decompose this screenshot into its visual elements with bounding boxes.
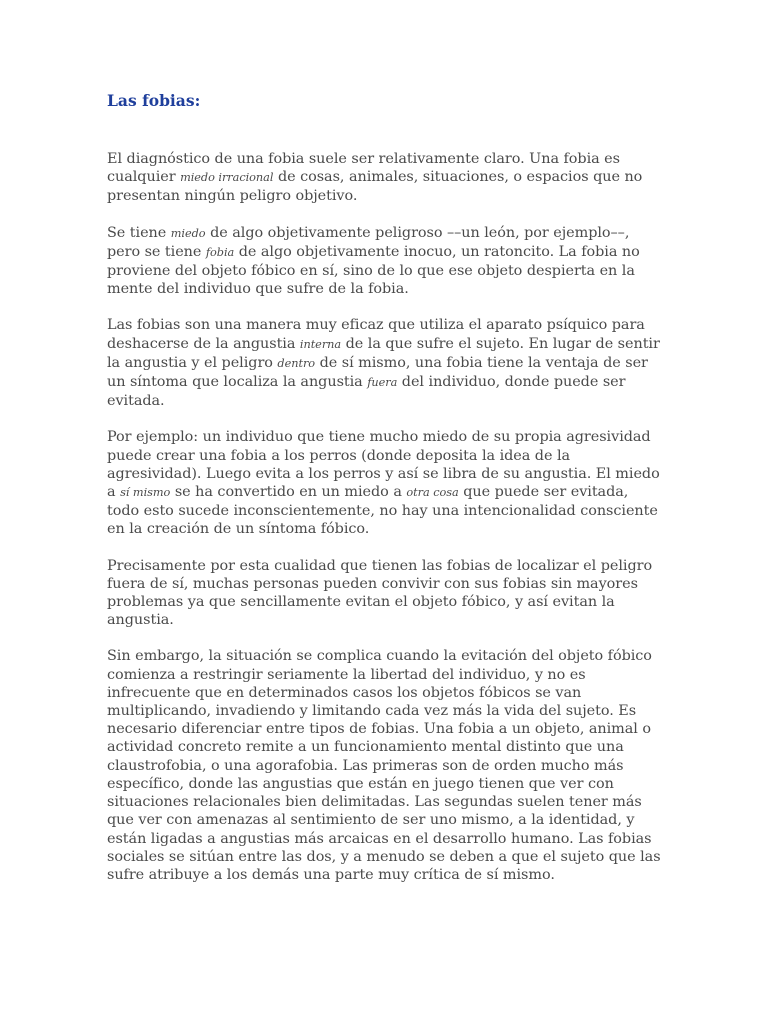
paragraph <box>107 557 663 630</box>
paragraph-text: de algo objetivamente inocuo, un ratoncito. La fobia no proviene del objeto fóbico en sí, sino de lo que ese objeto despierta en la mente del individuo que sufre de la fobia. <box>107 243 640 298</box>
paragraph-text: Sin embargo, la situación se complica cuando la evitación del objeto fóbico comienza a restringir seriamente la libertad del individuo, y no es infrecuente que en determinados casos los objetos fóbicos se van multiplicando, invadiendo y limitando cada vez más la vida del sujeto. Es necesario diferenciar entre tipos de fobias. Una fobia a un objeto, animal o actividad concreto remite a un funcionamiento mental distinto que una claustrofobia, o una agorafobia. Las primeras son de orden mucho más específico, donde las angustias que están en juego tienen que ver con situaciones relacionales bien delimitadas. Las segundas suelen tener más que ver con amenazas al sentimiento de ser uno mismo, a la identidad, y están ligadas a angustias más arcaicas en el desarrollo humano. Las fobias sociales se sitúan entre las dos, y a menudo se deben a que el sujeto que las sufre atribuye a los demás una parte muy crítica de sí mismo. <box>107 648 661 883</box>
paragraph-text: de sí mismo, una fobia tiene la ventaja de ser un síntoma que localiza la angustia <box>107 354 648 391</box>
document-title: Las fobias: <box>107 91 201 110</box>
paragraph-text: que puede ser evitada, todo esto sucede inconscientemente, no hay una intencionalidad consciente en la creación de un síntoma fóbico. <box>107 484 658 538</box>
paragraph-text: El diagnóstico de una fobia suele ser relativamente claro. Una fobia es cualquier <box>107 151 620 186</box>
paragraph <box>107 647 663 884</box>
paragraph <box>107 428 663 538</box>
emphasized-term: fuera <box>367 376 398 390</box>
paragraph-text: de cosas, animales, situaciones, o espacios que no presentan ningún peligro objetivo. <box>107 169 643 205</box>
document-page <box>107 88 663 902</box>
emphasized-term: fobia <box>205 245 235 259</box>
paragraph-text: Se tiene <box>107 224 171 241</box>
paragraph-text: Por ejemplo: un individuo que tiene mucho miedo de su propia agresividad puede crear una fobia a los perros (donde deposita la idea de la agresividad). Luego evita a los perros y así se libra de su angustia. El miedo a <box>107 429 660 501</box>
emphasized-term: miedo <box>170 226 206 240</box>
emphasized-term: sí mismo <box>120 486 171 500</box>
paragraph-text: del individuo, donde puede ser evitada. <box>107 374 626 410</box>
emphasized-term: interna <box>299 337 342 351</box>
paragraph-text: se ha convertido en un miedo a <box>170 484 407 501</box>
paragraph <box>107 150 663 206</box>
paragraph <box>107 224 663 299</box>
emphasized-term: dentro <box>277 356 316 370</box>
paragraph-text: de algo objetivamente peligroso ––un león, por ejemplo––, pero se tiene <box>107 224 630 260</box>
paragraph <box>107 316 663 410</box>
document-body <box>107 150 663 884</box>
paragraph-text: Precisamente por esta cualidad que tienen las fobias de localizar el peligro fuera de sí, muchas personas pueden convivir con sus fobias sin mayores problemas ya que sencillamente evitan el objeto fóbico, y así evitan la angustia. <box>107 557 653 629</box>
paragraph-text: de la que sufre el sujeto. En lugar de sentir la angustia y el peligro <box>107 335 660 371</box>
paragraph-text: Las fobias son una manera muy eficaz que utiliza el aparato psíquico para deshacerse de la angustia <box>107 317 645 352</box>
emphasized-term: miedo irracional <box>180 171 274 185</box>
emphasized-term: otra cosa <box>406 486 459 500</box>
